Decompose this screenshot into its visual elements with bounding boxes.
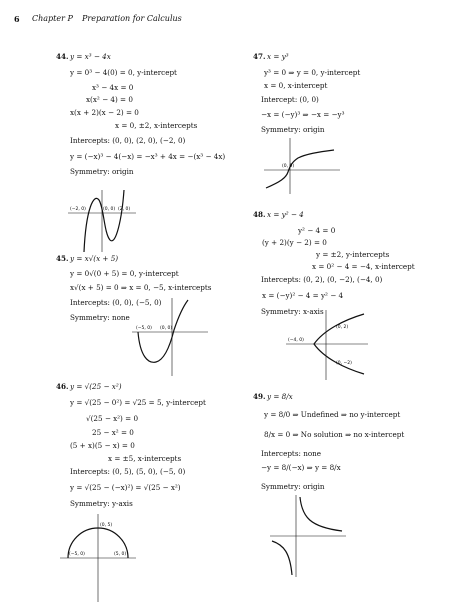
graph-parabola	[284, 308, 370, 382]
intercepts-line: Intercepts: (0, 0), (2, 0), (−2, 0)	[70, 136, 186, 145]
problem-number: 47.	[253, 52, 266, 61]
symmetry-result: Symmetry: x-axis	[261, 307, 324, 316]
point-label: (0, 0)	[103, 207, 116, 212]
point-label: (−2, 0)	[70, 207, 86, 212]
page-number: 6	[14, 14, 20, 24]
work-line: y = ±2, y-intercepts	[316, 250, 390, 259]
graph-sqrt-product	[130, 296, 210, 378]
work-line: x = ±5, x-intercepts	[108, 454, 182, 463]
symmetry-check: y = (−x)³ − 4(−x) = −x³ + 4x = −(x³ − 4x)	[70, 152, 226, 161]
symmetry-check: x = (−y)² − 4 = y² − 4	[262, 291, 344, 300]
point-label: (5, 0)	[114, 552, 127, 557]
work-line: x(x + 2)(x − 2) = 0	[70, 108, 139, 117]
intercepts-line: Intercepts: none	[261, 449, 322, 458]
symmetry-result: Symmetry: origin	[261, 125, 325, 134]
symmetry-result: Symmetry: origin	[70, 167, 134, 176]
work-line: √(25 − x²) = 0	[86, 414, 139, 423]
equation: y = x³ − 4x	[70, 52, 111, 61]
point-label: (0, 5)	[100, 523, 113, 528]
graph-semicircle	[58, 512, 138, 604]
problem-number: 45.	[56, 254, 69, 263]
problem-number: 49.	[253, 392, 266, 401]
work-line: x³ − 4x = 0	[92, 83, 134, 92]
work-line: 25 − x² = 0	[92, 428, 134, 437]
chapter-title: Preparation for Calculus	[82, 14, 182, 23]
intercepts-line: Intercepts: (0, 5), (5, 0), (−5, 0)	[70, 467, 186, 476]
graph-hyperbola	[268, 493, 348, 579]
work-line: 8/x = 0 ⇒ No solution ⇒ no x-intercept	[264, 430, 405, 439]
point-label: (−5, 0)	[69, 552, 85, 557]
point-label: (−5, 0)	[136, 326, 152, 331]
point-label: (0, −2)	[336, 361, 352, 366]
equation: y = 8/x	[267, 392, 293, 401]
point-label: (0, 2)	[336, 325, 349, 330]
work-line: y³ = 0 ⇒ y = 0, y-intercept	[264, 68, 361, 77]
work-line: x(x² − 4) = 0	[86, 95, 133, 104]
symmetry-result: Symmetry: none	[70, 313, 130, 322]
symmetry-check: −x = (−y)³ ⇒ −x = −y³	[261, 110, 345, 119]
equation: x = y² − 4	[267, 210, 304, 219]
work-line: y = √(25 − 0²) = √25 = 5, y-intercept	[70, 398, 206, 407]
work-line: (y + 2)(y − 2) = 0	[262, 238, 327, 247]
equation: y = x√(x + 5)	[70, 254, 119, 263]
point-label: (2, 0)	[118, 207, 131, 212]
equation: x = y³	[267, 52, 289, 61]
work-line: x = 0, x-intercept	[264, 81, 328, 90]
chapter-label: Chapter P	[32, 14, 73, 23]
graph-cubic	[66, 188, 138, 254]
point-label: (0, 0)	[282, 164, 295, 169]
intercepts-line: Intercept: (0, 0)	[261, 95, 319, 104]
point-label: (−4, 0)	[288, 338, 304, 343]
work-line: y = 0√(0 + 5) = 0, y-intercept	[70, 269, 179, 278]
problem-number: 44.	[56, 52, 69, 61]
problem-number: 46.	[56, 382, 69, 391]
symmetry-result: Symmetry: y-axis	[70, 499, 133, 508]
work-line: (5 + x)(5 − x) = 0	[70, 441, 135, 450]
work-line: y² − 4 = 0	[298, 226, 336, 235]
work-line: x = 0² − 4 = −4, x-intercept	[312, 262, 415, 271]
symmetry-result: Symmetry: origin	[261, 482, 325, 491]
equation: y = √(25 − x²)	[70, 382, 122, 391]
problem-number: 48.	[253, 210, 266, 219]
work-line: y = 8/0 ⇒ Undefined ⇒ no y-intercept	[264, 410, 401, 419]
intercepts-line: Intercepts: (0, 2), (0, −2), (−4, 0)	[261, 275, 383, 284]
work-line: y = 0³ − 4(0) = 0, y-intercept	[70, 68, 177, 77]
work-line: x = 0, ±2, x-intercepts	[115, 121, 198, 130]
symmetry-check: y = √(25 − (−x)²) = √(25 − x²)	[70, 483, 181, 492]
work-line: x√(x + 5) = 0 ⇒ x = 0, −5, x-intercepts	[70, 283, 212, 292]
intercepts-line: Intercepts: (0, 0), (−5, 0)	[70, 298, 162, 307]
graph-cube-root	[262, 136, 342, 196]
symmetry-check: −y = 8/(−x) ⇒ y = 8/x	[261, 463, 341, 472]
point-label: (0, 0)	[160, 326, 173, 331]
